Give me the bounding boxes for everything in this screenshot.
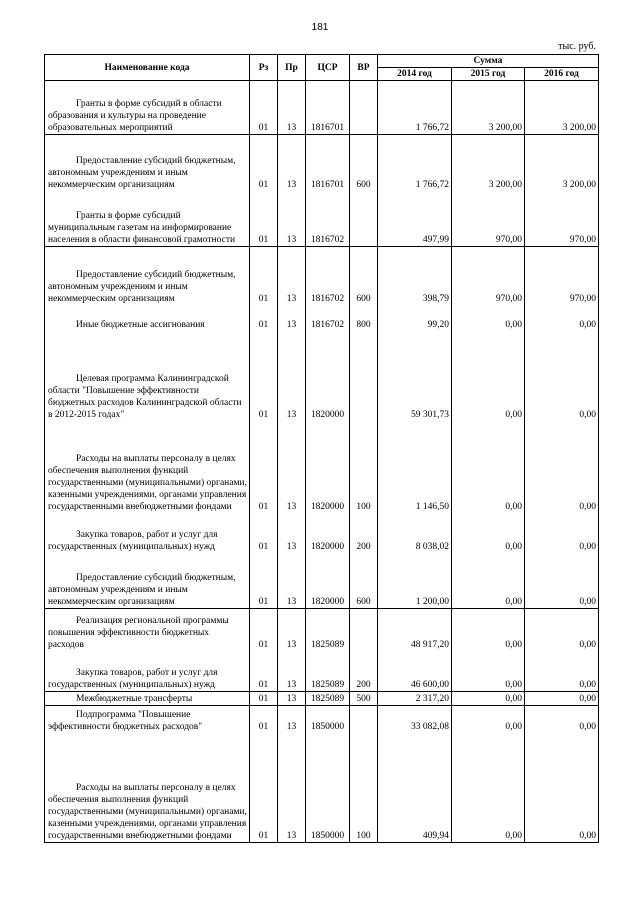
row-2015-cell: 0,00 bbox=[452, 331, 525, 421]
row-pr-cell: 13 bbox=[278, 305, 306, 331]
table-row bbox=[45, 421, 599, 513]
row-2016-cell: 0,00 bbox=[525, 706, 599, 733]
row-2014-cell: 8 038,02 bbox=[378, 513, 452, 553]
row-csr-cell: 1825089 bbox=[306, 692, 350, 706]
row-2014-cell: 1 766,72 bbox=[378, 81, 452, 135]
row-name-cell: Иные бюджетные ассигнования bbox=[45, 305, 250, 331]
table-row bbox=[45, 81, 599, 135]
header-rz: Рз bbox=[250, 55, 278, 81]
row-2014-cell: 2 317,20 bbox=[378, 692, 452, 706]
header-2016: 2016 год bbox=[525, 68, 599, 81]
row-2014-cell: 1 766,72 bbox=[378, 135, 452, 191]
row-pr-cell: 13 bbox=[278, 81, 306, 135]
row-2016-cell: 970,00 bbox=[525, 247, 599, 305]
row-rz-cell: 01 bbox=[250, 553, 278, 609]
row-2016-cell: 0,00 bbox=[525, 553, 599, 609]
row-vr-cell bbox=[350, 81, 378, 135]
row-pr-cell: 13 bbox=[278, 421, 306, 513]
row-pr-cell: 13 bbox=[278, 651, 306, 692]
table-row bbox=[45, 651, 599, 692]
row-name-cell: Закупка товаров, работ и услуг для государственных (муниципальных) нужд bbox=[45, 651, 250, 692]
row-2016-cell: 0,00 bbox=[525, 651, 599, 692]
row-pr-cell: 13 bbox=[278, 331, 306, 421]
row-2015-cell: 970,00 bbox=[452, 191, 525, 247]
page-number: 181 bbox=[311, 22, 329, 33]
row-2016-cell: 0,00 bbox=[525, 692, 599, 706]
table-row bbox=[45, 692, 599, 706]
table-row bbox=[45, 513, 599, 553]
row-2015-cell: 3 200,00 bbox=[452, 81, 525, 135]
row-pr-cell: 13 bbox=[278, 692, 306, 706]
header-2015: 2015 год bbox=[452, 68, 525, 81]
row-vr-cell: 200 bbox=[350, 651, 378, 692]
row-vr-cell bbox=[350, 609, 378, 651]
row-csr-cell: 1816702 bbox=[306, 191, 350, 247]
row-vr-cell: 800 bbox=[350, 305, 378, 331]
row-2015-cell: 970,00 bbox=[452, 247, 525, 305]
row-rz-cell: 01 bbox=[250, 513, 278, 553]
row-pr-cell: 13 bbox=[278, 135, 306, 191]
row-csr-cell: 1850000 bbox=[306, 706, 350, 733]
row-rz-cell: 01 bbox=[250, 609, 278, 651]
row-vr-cell bbox=[350, 191, 378, 247]
row-2014-cell: 99,20 bbox=[378, 305, 452, 331]
row-pr-cell: 13 bbox=[278, 247, 306, 305]
table-row bbox=[45, 553, 599, 609]
row-vr-cell: 500 bbox=[350, 692, 378, 706]
row-name-cell: Расходы на выплаты персоналу в целях обеспечения выполнения функций государственными (муниципальными) органами, казенными учреждениями, органами управления государственными внебюджетными фондами bbox=[45, 733, 250, 843]
row-2014-cell: 409,94 bbox=[378, 733, 452, 843]
row-rz-cell: 01 bbox=[250, 305, 278, 331]
row-2016-cell: 0,00 bbox=[525, 421, 599, 513]
table-row bbox=[45, 247, 599, 305]
row-2016-cell: 0,00 bbox=[525, 609, 599, 651]
row-vr-cell: 600 bbox=[350, 135, 378, 191]
row-pr-cell: 13 bbox=[278, 733, 306, 843]
row-csr-cell: 1850000 bbox=[306, 733, 350, 843]
row-name-cell: Расходы на выплаты персоналу в целях обеспечения выполнения функций государственными (муниципальными) органами, казенными учреждениями, органами управления государственными внебюджетными фондами bbox=[45, 421, 250, 513]
row-2015-cell: 0,00 bbox=[452, 553, 525, 609]
header-2014: 2014 год bbox=[378, 68, 452, 81]
row-2014-cell: 497,99 bbox=[378, 191, 452, 247]
row-name-cell: Предоставление субсидий бюджетным, автономным учреждениям и иным некоммерческим организациям bbox=[45, 135, 250, 191]
row-2015-cell: 0,00 bbox=[452, 421, 525, 513]
header-name: Наименование кода bbox=[45, 55, 250, 81]
row-2015-cell: 0,00 bbox=[452, 692, 525, 706]
row-csr-cell: 1820000 bbox=[306, 553, 350, 609]
table-row bbox=[45, 305, 599, 331]
row-2015-cell: 3 200,00 bbox=[452, 135, 525, 191]
row-name-cell: Гранты в форме субсидий в области образования и культуры на проведение образовательных мероприятий bbox=[45, 81, 250, 135]
row-vr-cell: 100 bbox=[350, 421, 378, 513]
table-row bbox=[45, 733, 599, 843]
row-rz-cell: 01 bbox=[250, 692, 278, 706]
row-2014-cell: 33 082,08 bbox=[378, 706, 452, 733]
row-2016-cell: 3 200,00 bbox=[525, 81, 599, 135]
table-row bbox=[45, 191, 599, 247]
budget-table bbox=[44, 54, 599, 843]
row-vr-cell bbox=[350, 706, 378, 733]
row-rz-cell: 01 bbox=[250, 191, 278, 247]
table-header bbox=[45, 55, 599, 81]
row-csr-cell: 1825089 bbox=[306, 651, 350, 692]
row-rz-cell: 01 bbox=[250, 135, 278, 191]
row-csr-cell: 1820000 bbox=[306, 513, 350, 553]
row-pr-cell: 13 bbox=[278, 706, 306, 733]
row-name-cell: Предоставление субсидий бюджетным, автономным учреждениям и иным некоммерческим организациям bbox=[45, 553, 250, 609]
row-name-cell: Подпрограмма "Повышение эффективности бюджетных расходов" bbox=[45, 706, 250, 733]
row-2015-cell: 0,00 bbox=[452, 513, 525, 553]
row-name-cell: Предоставление субсидий бюджетным, автономным учреждениям и иным некоммерческим организациям bbox=[45, 247, 250, 305]
row-pr-cell: 13 bbox=[278, 609, 306, 651]
row-vr-cell bbox=[350, 331, 378, 421]
row-rz-cell: 01 bbox=[250, 247, 278, 305]
row-2014-cell: 48 917,20 bbox=[378, 609, 452, 651]
row-2015-cell: 0,00 bbox=[452, 706, 525, 733]
row-2015-cell: 0,00 bbox=[452, 733, 525, 843]
row-rz-cell: 01 bbox=[250, 331, 278, 421]
row-csr-cell: 1816702 bbox=[306, 247, 350, 305]
row-csr-cell: 1816701 bbox=[306, 135, 350, 191]
row-pr-cell: 13 bbox=[278, 513, 306, 553]
row-pr-cell: 13 bbox=[278, 191, 306, 247]
row-rz-cell: 01 bbox=[250, 706, 278, 733]
header-vr: ВР bbox=[350, 55, 378, 81]
row-2016-cell: 0,00 bbox=[525, 733, 599, 843]
row-rz-cell: 01 bbox=[250, 421, 278, 513]
header-csr: ЦСР bbox=[306, 55, 350, 81]
row-name-cell: Межбюджетные трансферты bbox=[45, 692, 250, 706]
row-2016-cell: 3 200,00 bbox=[525, 135, 599, 191]
row-2016-cell: 970,00 bbox=[525, 191, 599, 247]
header-pr: Пр bbox=[278, 55, 306, 81]
header-sum: Сумма bbox=[378, 55, 599, 68]
row-2014-cell: 1 200,00 bbox=[378, 553, 452, 609]
row-name-cell: Гранты в форме субсидий муниципальным газетам на информирование населения в области финансовой грамотности bbox=[45, 191, 250, 247]
row-csr-cell: 1820000 bbox=[306, 421, 350, 513]
row-vr-cell: 200 bbox=[350, 513, 378, 553]
row-2014-cell: 1 146,50 bbox=[378, 421, 452, 513]
row-csr-cell: 1820000 bbox=[306, 331, 350, 421]
row-2016-cell: 0,00 bbox=[525, 305, 599, 331]
row-vr-cell: 100 bbox=[350, 733, 378, 843]
row-name-cell: Реализация региональной программы повышения эффективности бюджетных расходов bbox=[45, 609, 250, 651]
table-body bbox=[45, 81, 599, 843]
row-2014-cell: 59 301,73 bbox=[378, 331, 452, 421]
row-2016-cell: 0,00 bbox=[525, 331, 599, 421]
row-csr-cell: 1816701 bbox=[306, 81, 350, 135]
table-row bbox=[45, 331, 599, 421]
row-2015-cell: 0,00 bbox=[452, 609, 525, 651]
table-row bbox=[45, 609, 599, 651]
row-name-cell: Закупка товаров, работ и услуг для государственных (муниципальных) нужд bbox=[45, 513, 250, 553]
row-vr-cell: 600 bbox=[350, 553, 378, 609]
row-2014-cell: 46 600,00 bbox=[378, 651, 452, 692]
row-rz-cell: 01 bbox=[250, 733, 278, 843]
row-rz-cell: 01 bbox=[250, 81, 278, 135]
row-2014-cell: 398,79 bbox=[378, 247, 452, 305]
row-name-cell: Целевая программа Калининградской области "Повышение эффективности бюджетных расходов Калининградской области в 2012-2015 годах" bbox=[45, 331, 250, 421]
row-2015-cell: 0,00 bbox=[452, 305, 525, 331]
row-2016-cell: 0,00 bbox=[525, 513, 599, 553]
row-rz-cell: 01 bbox=[250, 651, 278, 692]
row-vr-cell: 600 bbox=[350, 247, 378, 305]
table-row bbox=[45, 706, 599, 733]
units-label: тыс. руб. bbox=[558, 41, 596, 52]
table-row bbox=[45, 135, 599, 191]
row-pr-cell: 13 bbox=[278, 553, 306, 609]
row-2015-cell: 0,00 bbox=[452, 651, 525, 692]
row-csr-cell: 1825089 bbox=[306, 609, 350, 651]
row-csr-cell: 1816702 bbox=[306, 305, 350, 331]
